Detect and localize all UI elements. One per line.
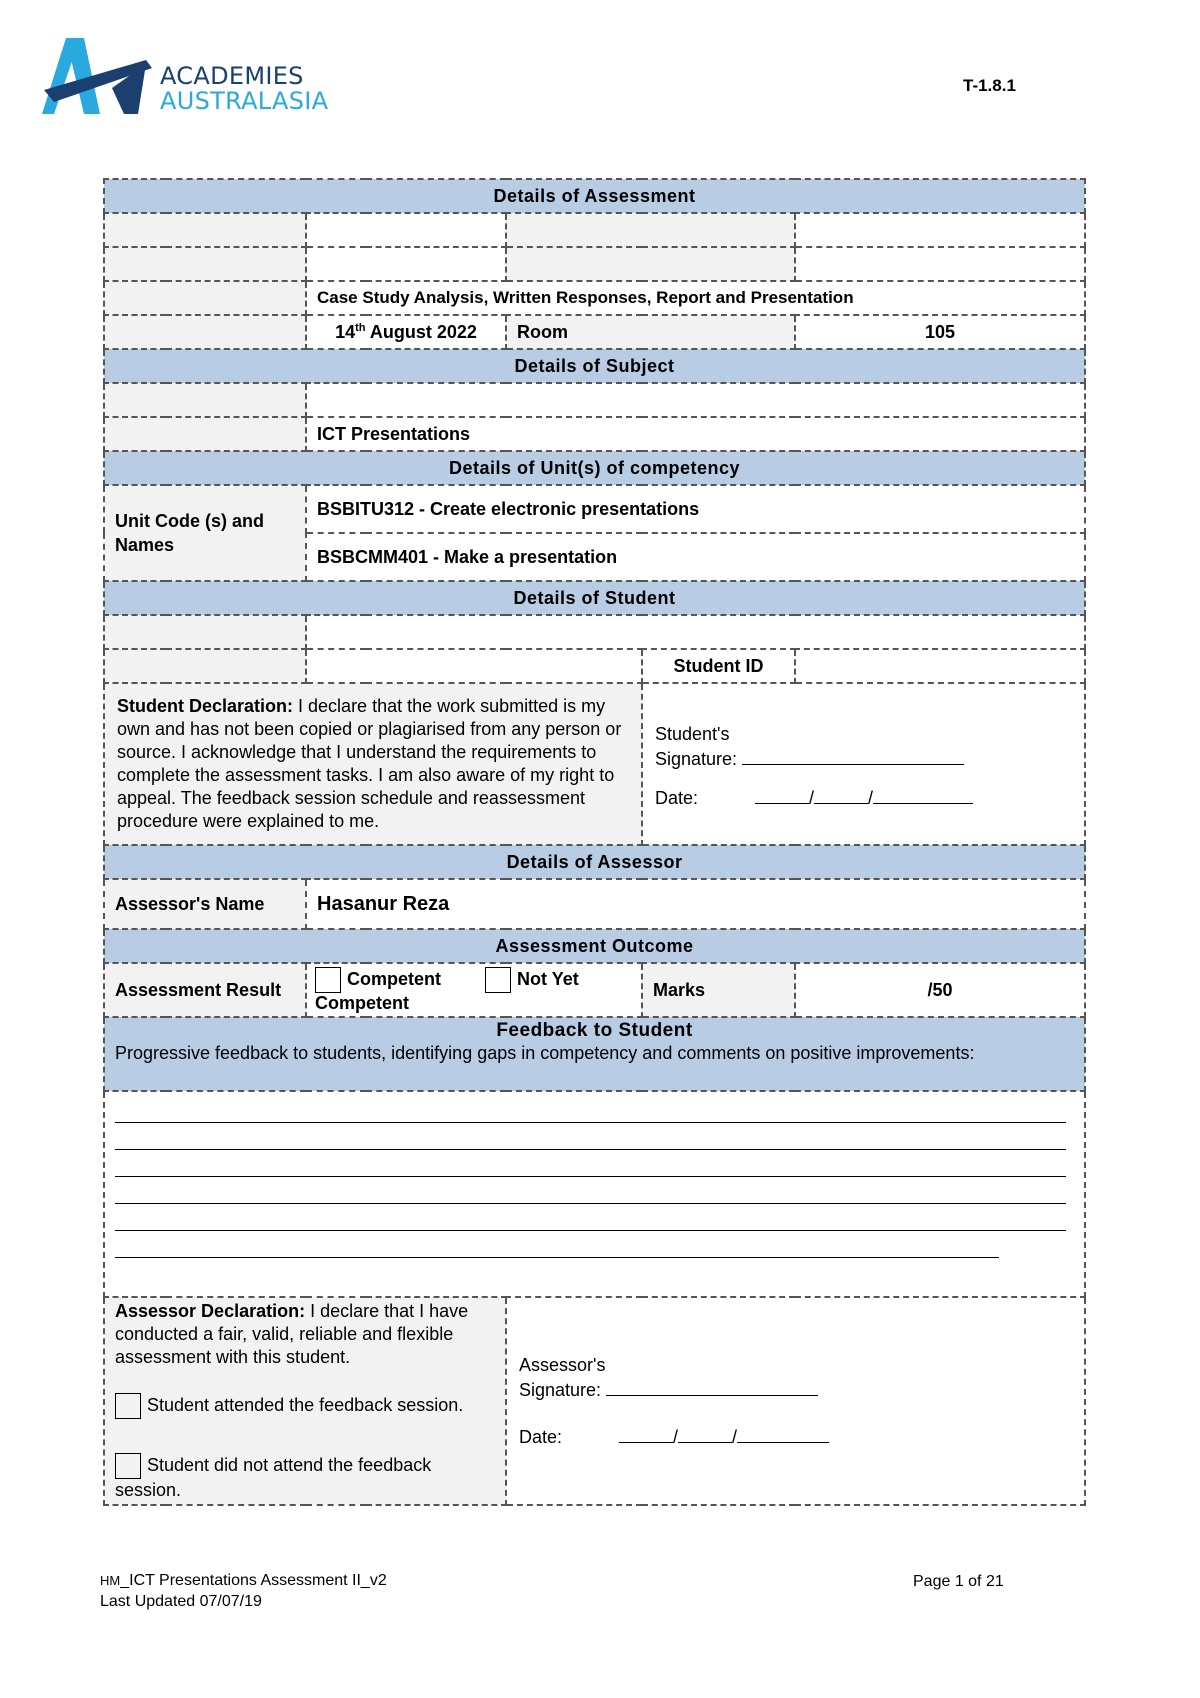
page-number: Page 1 of 21 — [913, 1573, 1004, 1590]
logo-text — [160, 64, 328, 114]
unit-code-label: Unit Code (s) and Names — [104, 485, 306, 581]
student-date-month-line[interactable] — [814, 785, 868, 804]
subject-name: ICT Presentations — [306, 417, 1085, 451]
blank-value-field[interactable] — [795, 213, 1085, 247]
assessor-signature-label-1: Assessor's — [519, 1355, 606, 1375]
student-signature-label-1: Student's — [655, 724, 730, 744]
student-declaration-text: I declare that the work submitted is my own and has not been copied or plagiarised from any person or source. I acknowledge that I understand the requirements to complete the assessment tasks. I am also aware of my right to appeal. The feedback session schedule and reassessment procedure were explained to me. — [117, 696, 622, 831]
assessor-signature-row — [519, 1377, 1072, 1402]
student-date-day-line[interactable] — [755, 785, 809, 804]
blank-label-cell — [506, 213, 795, 247]
feedback-not-attended-option — [115, 1453, 495, 1502]
assessment-result-label: Assessment Result — [104, 963, 306, 1017]
student-date-row — [655, 785, 1072, 810]
blank-value-field[interactable] — [306, 213, 506, 247]
assessor-signature-label-2: Signature: — [519, 1380, 602, 1400]
student-id-field[interactable] — [795, 649, 1085, 683]
blank-label-cell — [104, 281, 306, 315]
logo-line-1: ACADEMIES — [160, 62, 304, 90]
assessor-date-year-line[interactable] — [737, 1424, 829, 1443]
assessor-declaration-text: I declare that I have conducted a fair, valid, reliable and flexible assessment with this student. — [115, 1301, 469, 1367]
footer-file-name — [100, 1570, 387, 1591]
assessor-declaration-body — [115, 1300, 495, 1369]
feedback-subtitle: Progressive feedback to students, identifying gaps in competency and comments on positive improvements: — [115, 1043, 975, 1063]
section-header-feedback: Feedback to Student — [496, 1020, 693, 1041]
feedback-line — [115, 1231, 999, 1258]
attended-label: Student attended the feedback session. — [147, 1394, 464, 1415]
date-separator: / — [732, 1427, 738, 1447]
feedback-header — [104, 1017, 1085, 1091]
feedback-line — [115, 1150, 1066, 1177]
section-header-units: Details of Unit(s) of competency — [104, 451, 1085, 485]
competent-checkbox[interactable] — [315, 967, 341, 993]
footer-file-title: _ICT Presentations Assessment II_v2 — [120, 1572, 387, 1589]
feedback-line — [115, 1123, 1066, 1150]
unit-item: BSBITU312 - Create electronic presentations — [306, 485, 1085, 533]
student-signature-box — [642, 683, 1085, 845]
feedback-line — [115, 1177, 1066, 1204]
blank-value-field[interactable] — [306, 649, 642, 683]
assessment-cover-form — [103, 178, 1086, 1506]
blank-label-cell — [104, 383, 306, 417]
date-separator: / — [809, 788, 815, 808]
unit-item: BSBCMM401 - Make a presentation — [306, 533, 1085, 581]
feedback-line — [115, 1204, 1066, 1231]
assessor-date-label: Date: — [519, 1427, 563, 1447]
assessor-signature-box — [506, 1297, 1085, 1505]
assessment-result-options — [306, 963, 642, 1017]
marks-label: Marks — [642, 963, 795, 1017]
blank-label-cell — [104, 213, 306, 247]
blank-label-cell — [506, 247, 795, 281]
footer-last-updated: Last Updated 07/07/19 — [100, 1593, 262, 1610]
student-declaration-title: Student Declaration: — [117, 696, 294, 716]
not-attended-checkbox[interactable] — [115, 1453, 141, 1479]
assessor-date-row — [519, 1424, 1072, 1449]
date-separator: / — [868, 788, 874, 808]
blank-value-field[interactable] — [306, 247, 506, 281]
room-value: 105 — [795, 315, 1085, 349]
not-yet-competent-label: Not Yet Competent — [315, 968, 579, 1013]
blank-label-cell — [104, 649, 306, 683]
feedback-attended-option — [115, 1393, 495, 1419]
section-header-assessment: Details of Assessment — [104, 179, 1085, 213]
assessment-date-rest: August 2022 — [365, 321, 477, 342]
logo-mark-left — [42, 38, 80, 114]
footer-file-prefix: HM — [100, 1573, 121, 1588]
date-separator: / — [673, 1427, 679, 1447]
attended-checkbox[interactable] — [115, 1393, 141, 1419]
student-signature-line[interactable] — [742, 746, 964, 765]
student-signature-label-2: Signature: — [655, 749, 738, 769]
blank-label-cell — [104, 417, 306, 451]
assessment-date-day: 14 — [335, 321, 356, 342]
section-header-assessor: Details of Assessor — [104, 845, 1085, 879]
competent-label: Competent — [347, 968, 441, 989]
assessor-name-label: Assessor's Name — [104, 879, 306, 929]
section-header-outcome: Assessment Outcome — [104, 929, 1085, 963]
student-signature-row — [655, 746, 1072, 771]
student-date-label: Date: — [655, 788, 699, 808]
student-id-label: Student ID — [642, 649, 795, 683]
not-yet-competent-checkbox[interactable] — [485, 967, 511, 993]
assessor-declaration — [104, 1297, 506, 1505]
feedback-line — [115, 1096, 1066, 1123]
blank-label-cell — [104, 615, 306, 649]
section-header-subject: Details of Subject — [104, 349, 1085, 383]
not-attended-label: Student did not attend the feedback session. — [115, 1454, 432, 1500]
blank-value-field[interactable] — [306, 615, 1085, 649]
footer — [100, 1570, 387, 1612]
blank-label-cell — [104, 315, 306, 349]
feedback-area[interactable] — [104, 1091, 1085, 1297]
assessor-declaration-title: Assessor Declaration: — [115, 1301, 306, 1321]
blank-label-cell — [104, 247, 306, 281]
assessment-date — [306, 315, 506, 349]
blank-value-field[interactable] — [306, 383, 1085, 417]
logo-line-2: AUSTRALASIA — [160, 87, 329, 115]
assessment-task-type: Case Study Analysis, Written Responses, Report and Presentation — [306, 281, 1085, 315]
assessor-date-day-line[interactable] — [619, 1424, 673, 1443]
student-date-year-line[interactable] — [873, 785, 973, 804]
assessor-signature-line[interactable] — [606, 1377, 818, 1396]
room-label: Room — [506, 315, 795, 349]
marks-value: /50 — [795, 963, 1085, 1017]
assessor-date-month-line[interactable] — [678, 1424, 732, 1443]
assessor-name-value: Hasanur Reza — [306, 879, 1085, 929]
document-reference: T-1.8.1 — [963, 76, 1016, 95]
assessment-date-suffix: th — [355, 321, 366, 334]
student-declaration — [104, 683, 642, 845]
section-header-student: Details of Student — [104, 581, 1085, 615]
blank-value-field[interactable] — [795, 247, 1085, 281]
